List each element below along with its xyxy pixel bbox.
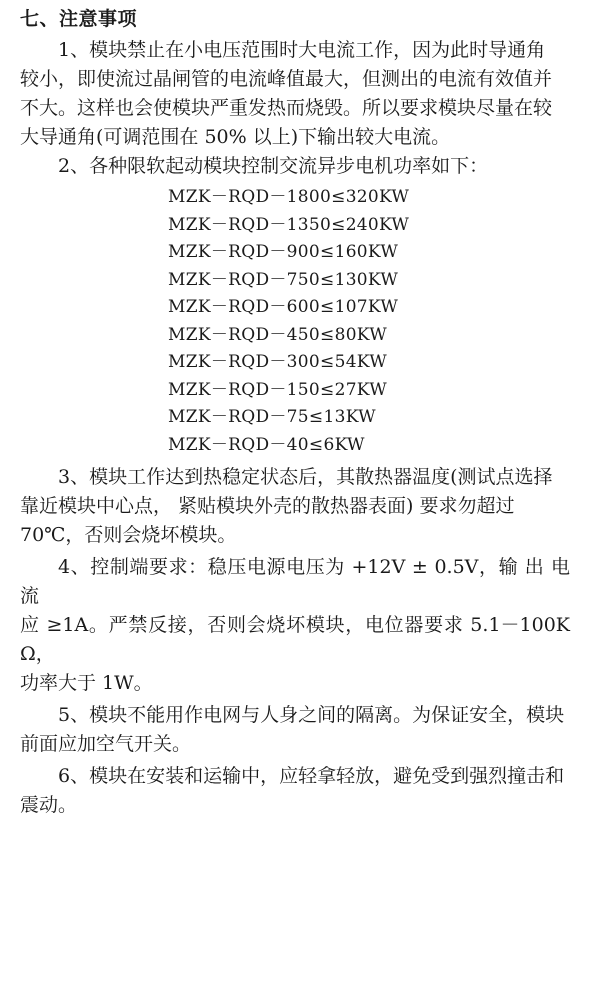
note-6-line: 6、模块在安装和运输中，应轻拿轻放，避免受到强烈撞击和: [58, 765, 565, 787]
note-5-line: 前面应加空气开关。: [20, 733, 192, 755]
note-2-text: 2、各种限软起动模块控制交流异步电机功率如下：: [58, 155, 489, 177]
model-item: MZK－RQD－600≤107KW: [168, 297, 399, 317]
note-3-line: 靠近模块中心点， 紧贴模块外壳的散热器表面) 要求勿超过: [20, 495, 515, 517]
model-item: MZK－RQD－1350≤240KW: [168, 214, 410, 235]
note-4: [20, 553, 570, 698]
note-5-line: 5、模块不能用作电网与人身之间的隔离。为保证安全，模块: [58, 704, 565, 726]
note-3-line: 70℃，否则会烧坏模块。: [20, 524, 237, 546]
note-2: [20, 152, 570, 181]
note-1-line: 大导通角(可调范围在 50% 以上)下输出较大电流。: [20, 126, 451, 148]
note-4-line: 功率大于 1W。: [20, 672, 153, 694]
model-item: MZK－RQD－150≤27KW: [168, 379, 387, 400]
note-1-line: 较小，即使流过晶闸管的电流峰值最大，但测出的电流有效值并: [20, 68, 553, 90]
note-1-line: 1、模块禁止在小电压范围时大电流工作，因为此时导通角: [58, 39, 546, 61]
model-item: MZK－RQD－75≤13KW: [168, 407, 376, 427]
model-item: MZK－RQD－300≤54KW: [168, 352, 387, 372]
note-4-line: 应 ≥1A。严禁反接，否则会烧坏模块，电位器要求 5.1－100KΩ，: [20, 614, 570, 665]
model-item: MZK－RQD－450≤80KW: [168, 324, 387, 345]
model-item: MZK－RQD－900≤160KW: [168, 242, 399, 262]
model-item: MZK－RQD－40≤6KW: [168, 434, 365, 455]
note-4-line: 4、控制端要求：稳压电源电压为 +12V ± 0.5V，输 出 电 流: [20, 556, 570, 607]
note-3: [20, 463, 570, 550]
note-1-line: 不大。这样也会使模块严重发热而烧毁。所以要求模块尽量在较: [20, 97, 553, 119]
model-item: MZK－RQD－1800≤320KW: [168, 187, 410, 207]
note-5: [20, 701, 570, 759]
model-item: MZK－RQD－750≤130KW: [168, 269, 399, 290]
note-3-line: 3、模块工作达到热稳定状态后，其散热器温度(测试点选择: [58, 466, 553, 488]
note-1: [20, 36, 570, 152]
section-title: 七、注意事项: [20, 8, 138, 30]
model-power-list: [20, 184, 570, 459]
note-6-line: 震动。: [20, 794, 78, 816]
note-6: [20, 762, 570, 820]
